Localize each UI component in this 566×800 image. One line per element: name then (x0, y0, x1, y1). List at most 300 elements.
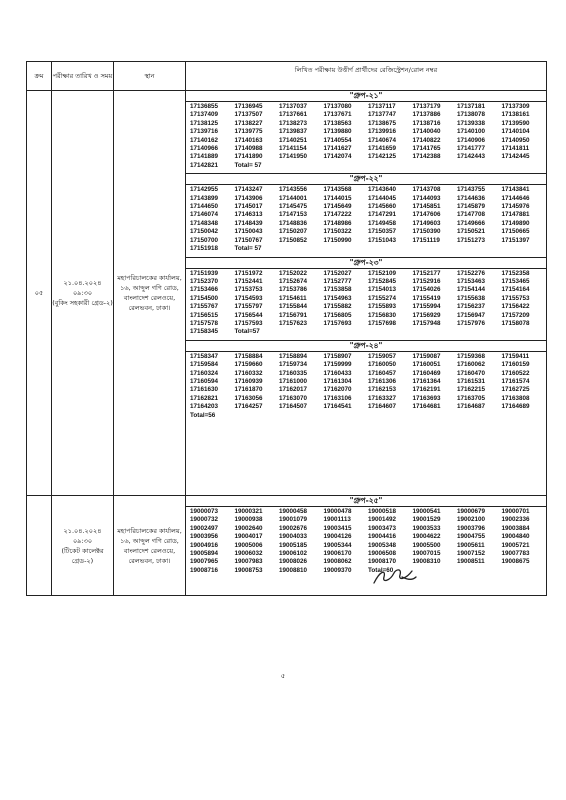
roll-number: 17162191 (412, 386, 441, 394)
roll-number: 17137117 (368, 103, 396, 110)
roll-number: 17140104 (501, 128, 530, 136)
roll-number: 17162725 (501, 386, 530, 394)
roll-number: 17153753 (234, 286, 263, 294)
roll-number: 17155638 (457, 294, 486, 302)
roll-number: 17164681 (412, 403, 441, 411)
group-block (186, 507, 546, 578)
header-reg: লিখিত পরীক্ষায় উত্তীর্ণ প্রার্থীদের রেজিস্ট্রেশন/রোল নম্বর (186, 62, 547, 91)
roll-number: 17137671 (323, 111, 352, 119)
group-block (186, 102, 546, 173)
roll-number: 17157593 (234, 319, 263, 327)
roll-number: 17138563 (323, 119, 352, 127)
roll-number: 17139916 (368, 128, 397, 136)
roll-number: 17141950 (279, 153, 308, 161)
roll-number: 17140251 (279, 136, 308, 144)
roll-number: 19000321 (234, 508, 263, 515)
roll-number: 17141627 (323, 145, 352, 153)
roll-number: 19008753 (234, 566, 263, 574)
roll-number: 17152022 (279, 269, 308, 277)
roll-number: 19007015 (412, 550, 441, 558)
roll-number: 19000701 (501, 508, 530, 515)
roll-number: 17145851 (412, 203, 441, 211)
roll-number: 17144001 (279, 194, 308, 202)
results-table (26, 61, 547, 596)
roll-number: 19008170 (368, 558, 397, 566)
roll-number: 17137409 (190, 111, 219, 119)
roll-number: 19005348 (368, 541, 397, 549)
roll-number: 17144646 (501, 194, 530, 202)
roll-number: 17153463 (457, 277, 486, 285)
roll-number: 19008310 (412, 558, 441, 566)
roll-number: 17149458 (368, 219, 397, 227)
roll-number: 17140906 (457, 136, 486, 144)
roll-number: 19000458 (279, 508, 308, 515)
roll-number: 19005185 (279, 541, 308, 549)
roll-number: 17149666 (457, 219, 486, 227)
roll-number: 17138125 (190, 119, 219, 127)
roll-number: 17160335 (279, 369, 308, 377)
roll-number: 17146313 (234, 211, 263, 219)
group-title: "গ্রুপ-২২" (186, 173, 546, 185)
roll-number: 17144636 (457, 194, 486, 202)
roll-number: 17158907 (323, 352, 352, 360)
roll-number: 17156515 (190, 311, 219, 319)
roll-number: 17163808 (501, 394, 530, 402)
roll-number: 17147291 (368, 211, 397, 219)
roll-number: 17150700 (190, 236, 219, 244)
roll-number: 17148986 (323, 219, 352, 227)
roll-number: 17142443 (457, 153, 486, 161)
roll-number: 17158345 (190, 328, 219, 336)
roll-number: 19002100 (457, 516, 486, 524)
roll-number: 17164687 (457, 403, 486, 411)
roll-number: 17136945 (234, 103, 263, 110)
roll-number: 17156929 (412, 311, 441, 319)
roll-number-grid (190, 353, 544, 420)
roll-number: 19004755 (457, 533, 486, 541)
roll-number: 17147708 (457, 211, 486, 219)
roll-number: 17164203 (190, 403, 219, 411)
roll-number: 17148439 (234, 219, 263, 227)
roll-number: 17162215 (457, 386, 486, 394)
roll-number-grid (190, 103, 544, 170)
roll-number: 17140040 (412, 128, 441, 136)
roll-number: 17160939 (234, 377, 263, 385)
roll-number: 17163106 (323, 394, 352, 402)
roll-number: 17145017 (234, 203, 263, 211)
roll-number: 17164689 (501, 403, 530, 411)
roll-number: 19005894 (190, 550, 219, 558)
roll-number: 19008675 (501, 558, 530, 566)
roll-number: 17138716 (412, 119, 441, 127)
place-text: মহাপরিচালকের কার্যালয়, ১৬, আব্দুল গণি রোড, বাংলাদেশ রেলওয়ে, রেলভবন, ঢাকা। (117, 274, 182, 312)
roll-number: 17152777 (323, 277, 352, 285)
roll-number: 17154500 (190, 294, 219, 302)
roll-number: 17160051 (412, 361, 441, 369)
roll-number: 17137661 (279, 111, 308, 119)
roll-number: 17160332 (234, 369, 263, 377)
roll-number: 17157578 (190, 319, 219, 327)
roll-number: 17143556 (279, 186, 308, 194)
roll-number: 17164541 (323, 403, 352, 411)
roll-number: 17161531 (457, 377, 486, 385)
roll-number: 17156830 (368, 311, 397, 319)
roll-number: 17143708 (412, 186, 441, 194)
roll-number: 17163693 (412, 394, 441, 402)
roll-number: 19002640 (234, 524, 263, 532)
roll-number: 17155767 (190, 303, 219, 311)
roll-number: 17139880 (323, 128, 352, 136)
roll-number: 19009370 (323, 566, 352, 574)
roll-number: 17163327 (368, 394, 397, 402)
roll-number: 17139775 (234, 128, 263, 136)
roll-number: 17145879 (457, 203, 486, 211)
roll-number-grid (190, 186, 544, 253)
roll-number: 19006170 (323, 550, 352, 558)
roll-number: 17161306 (368, 377, 397, 385)
exam-time: ০৯:৩০ (72, 289, 93, 297)
roll-number: 19007983 (234, 558, 263, 566)
roll-number: 17138675 (368, 119, 397, 127)
exam-date: ২১.০৪.২০২৪ (63, 526, 102, 535)
roll-number: 17152674 (279, 277, 308, 285)
roll-number: 17150042 (190, 228, 219, 236)
roll-number: 17157948 (412, 319, 441, 327)
roll-number: 17161000 (279, 377, 308, 385)
date-cell (52, 496, 114, 596)
roll-number: 17150990 (323, 236, 352, 244)
roll-number: 17151043 (368, 236, 397, 244)
roll-number: 17140988 (234, 145, 263, 153)
place-cell (114, 91, 186, 496)
roll-number: 17143841 (501, 186, 530, 194)
header-row (27, 62, 547, 91)
roll-number-grid (190, 270, 544, 337)
roll-number: 17147606 (412, 211, 441, 219)
roll-number: 17142388 (412, 153, 441, 161)
roll-number: 17160469 (412, 369, 441, 377)
roll-number: 17138078 (457, 111, 486, 119)
roll-number: 17156947 (457, 311, 486, 319)
roll-number: 19007965 (190, 558, 219, 566)
roll-number: 17150665 (501, 228, 530, 236)
header-date: পরীক্ষার তারিখ ও সময় (52, 62, 114, 91)
post-name: (টিকেট কালেক্টর গ্রেড-২) (61, 546, 104, 565)
roll-number: 17157623 (279, 319, 308, 327)
roll-number: 19003415 (323, 524, 352, 532)
roll-number: 17159584 (190, 361, 219, 369)
group-total: Total= 57 (234, 245, 262, 253)
roll-number: 17161574 (501, 377, 530, 385)
roll-number: 17154164 (501, 286, 530, 294)
roll-number: 17150357 (368, 228, 397, 236)
roll-number: 17143899 (190, 194, 219, 202)
roll-number: 17150852 (279, 236, 308, 244)
roll-number: 17154026 (412, 286, 441, 294)
roll-number: 17156791 (279, 311, 308, 319)
roll-number: 17164257 (234, 403, 263, 411)
roll-number: 17137886 (412, 111, 441, 119)
roll-number: 17142125 (368, 153, 397, 161)
roll-number: 17148836 (279, 219, 308, 227)
roll-number: 17147222 (323, 211, 352, 219)
roll-number: 17157698 (368, 319, 397, 327)
roll-number: 17161304 (323, 377, 352, 385)
roll-number: 17140554 (323, 136, 352, 144)
roll-number: 17151972 (234, 269, 263, 277)
roll-number: 19001529 (412, 516, 441, 524)
roll-number: 19004916 (190, 541, 219, 549)
roll-number: 19000518 (368, 508, 397, 515)
roll-number: 17155844 (279, 303, 308, 311)
roll-number: 17152276 (457, 269, 486, 277)
roll-number: 17164607 (368, 403, 397, 411)
roll-number: 17151918 (190, 245, 219, 253)
roll-number: 17138161 (501, 111, 530, 119)
group-title: "গ্রুপ-২৪" (186, 340, 546, 352)
roll-number: 19000478 (323, 508, 352, 515)
roll-number: 17161364 (412, 377, 441, 385)
roll-number: 17153466 (190, 286, 219, 294)
roll-number: 17163705 (457, 394, 486, 402)
roll-number: 19007783 (501, 550, 530, 558)
roll-number: 17150390 (412, 228, 441, 236)
roll-number: 17159368 (457, 352, 486, 360)
roll-number: 19005006 (234, 541, 263, 549)
roll-number: 17141889 (190, 153, 219, 161)
roll-number: 17155753 (501, 294, 530, 302)
roll-number: 17145660 (368, 203, 397, 211)
roll-number: 17145649 (323, 203, 352, 211)
roll-number: 17158884 (234, 352, 263, 360)
roll-number: 19000541 (412, 508, 441, 515)
roll-number: 17140100 (457, 128, 486, 136)
roll-number: 17148348 (190, 219, 219, 227)
roll-number: 17153858 (323, 286, 352, 294)
roll-number: 19001492 (368, 516, 397, 524)
roll-number: 17156805 (323, 311, 352, 319)
roll-number: 19003533 (412, 524, 441, 532)
roll-number: 17150521 (457, 228, 486, 236)
roll-number: 17162017 (279, 386, 308, 394)
roll-number: 17140822 (412, 136, 441, 144)
roll-number: 17140163 (234, 136, 263, 144)
roll-number: 19008716 (190, 566, 219, 574)
roll-number: 17159734 (279, 361, 308, 369)
roll-number: 19004126 (323, 533, 352, 541)
group-title: "গ্রুপ-২৩" (186, 257, 546, 269)
roll-number: 17139338 (457, 119, 486, 127)
roll-number: 17150322 (323, 228, 352, 236)
roll-number: 17138273 (279, 119, 308, 127)
roll-number: 19005344 (323, 541, 352, 549)
group-title: "গ্রুপ-২১" (186, 91, 546, 102)
roll-number: 19003884 (501, 524, 530, 532)
roll-number: 19002676 (279, 524, 308, 532)
roll-number: 17160433 (323, 369, 352, 377)
roll-number: 17151939 (190, 269, 219, 277)
serial-cell (27, 91, 52, 496)
roll-number: 17144045 (368, 194, 397, 202)
roll-number: 17160594 (190, 377, 219, 385)
roll-number: 17137179 (412, 103, 441, 110)
roll-number: 17145475 (279, 203, 308, 211)
groups-cell (186, 496, 547, 596)
post-name: (বুকিং সহকারী গ্রেড-২) (52, 299, 113, 307)
roll-number: 19004840 (501, 533, 530, 541)
roll-number: 19004416 (368, 533, 397, 541)
group-block (186, 352, 546, 423)
roll-number: 17142821 (190, 161, 219, 169)
roll-number: 19000679 (457, 508, 486, 515)
groups-cell (186, 91, 547, 496)
serial-cell (27, 496, 52, 596)
roll-number: 17137309 (501, 103, 530, 110)
roll-number: 17155882 (323, 303, 352, 311)
roll-number: 17141765 (412, 145, 441, 153)
roll-number: 17150767 (234, 236, 263, 244)
roll-number: 19003473 (368, 524, 397, 532)
roll-number: 17152177 (412, 269, 441, 277)
roll-number: 17163056 (234, 394, 263, 402)
roll-number: 17163070 (279, 394, 308, 402)
roll-number: 17140966 (190, 145, 219, 153)
roll-number: 17156237 (457, 303, 486, 311)
group-total: Total= 57 (234, 161, 262, 169)
roll-number: 17162153 (368, 386, 397, 394)
roll-number: 17139716 (190, 128, 219, 136)
roll-number: 17154013 (368, 286, 397, 294)
roll-number: 19008026 (279, 558, 308, 566)
roll-number: 17153465 (501, 277, 530, 285)
roll-number: 17139590 (501, 119, 530, 127)
roll-number: 17152109 (368, 269, 397, 277)
roll-number: 17158347 (190, 352, 219, 360)
roll-number: 17162070 (323, 386, 352, 394)
roll-number: 19008810 (279, 566, 308, 574)
roll-number: 17157209 (501, 311, 530, 319)
roll-number: 17159660 (234, 361, 263, 369)
roll-number: 17160522 (501, 369, 530, 377)
roll-number: 17155797 (234, 303, 263, 311)
group-title: "গ্রুপ-২৫" (186, 496, 546, 507)
roll-number: 17161870 (234, 386, 263, 394)
roll-number: 17149603 (412, 219, 441, 227)
roll-number: 19003956 (190, 533, 219, 541)
roll-number: 17142955 (190, 186, 219, 194)
group-block (186, 185, 546, 256)
roll-number: 19004017 (234, 533, 263, 541)
roll-number: 17155994 (412, 303, 441, 311)
signature-mark (372, 565, 418, 587)
roll-number: 17151273 (457, 236, 486, 244)
roll-number: 19000938 (234, 516, 263, 524)
roll-number: 17146074 (190, 211, 219, 219)
roll-number: 19008511 (457, 558, 485, 566)
roll-number: 17153786 (279, 286, 308, 294)
roll-number: 17160062 (457, 361, 486, 369)
group-total: Total=56 (190, 411, 216, 419)
roll-number: 17150207 (279, 228, 308, 236)
roll-number: 17144015 (323, 194, 352, 202)
roll-number: 19005500 (412, 541, 441, 549)
roll-number: 19000732 (190, 516, 219, 524)
roll-number: 19004033 (279, 533, 308, 541)
roll-number: 17164507 (279, 403, 308, 411)
place-cell (114, 496, 186, 596)
roll-number: 17161630 (190, 386, 219, 394)
roll-number: 17154144 (457, 286, 486, 294)
roll-number: 17141154 (279, 145, 307, 153)
roll-number: 19006508 (368, 550, 397, 558)
roll-number: 17152370 (190, 277, 219, 285)
roll-number: 17152916 (412, 277, 441, 285)
roll-number: 17155893 (368, 303, 397, 311)
exam-date: ২১.০৪.২০২৪ (63, 279, 102, 287)
roll-number-grid (190, 508, 544, 575)
roll-number: 17157976 (457, 319, 486, 327)
roll-number: 17152845 (368, 277, 397, 285)
roll-number: 17151119 (412, 236, 440, 244)
roll-number: 17137181 (457, 103, 486, 110)
roll-number: 17137747 (368, 111, 397, 119)
roll-number: 17160159 (501, 361, 530, 369)
section-row (27, 496, 547, 596)
roll-number: 19008062 (323, 558, 352, 566)
roll-number: 17147153 (279, 211, 308, 219)
roll-number: 17140162 (190, 136, 219, 144)
roll-number: 17149890 (501, 219, 530, 227)
roll-number: 17156422 (501, 303, 530, 311)
roll-number: 17141890 (234, 153, 263, 161)
group-total: Total=60 (368, 566, 394, 574)
roll-number: 17151397 (501, 236, 530, 244)
header-place: স্থান (114, 62, 186, 91)
exam-time: ০৯:৩০ (72, 536, 93, 545)
roll-number: 17136855 (190, 103, 219, 110)
roll-number: 17143906 (234, 194, 263, 202)
roll-number: 17144650 (190, 203, 219, 211)
roll-number: 19005721 (501, 541, 530, 549)
roll-number: 17159411 (501, 352, 530, 360)
roll-number: 17143755 (457, 186, 486, 194)
roll-number: 17137507 (234, 111, 263, 119)
roll-number: 17160457 (368, 369, 397, 377)
roll-number: 17145976 (501, 203, 530, 211)
roll-number: 19004622 (412, 533, 441, 541)
roll-number: 19002336 (501, 516, 530, 524)
roll-number: 17158078 (501, 319, 530, 327)
group-total: Total=57 (234, 328, 260, 336)
roll-number: 17154963 (323, 294, 352, 302)
roll-number: 17138227 (234, 119, 263, 127)
roll-number: 17144093 (412, 194, 441, 202)
roll-number: 17137080 (323, 103, 352, 110)
roll-number: 19006032 (234, 550, 263, 558)
roll-number: 17141777 (457, 145, 486, 153)
roll-number: 17143640 (368, 186, 397, 194)
place-text: মহাপরিচালকের কার্যালয়, ১৬, আব্দুল গণি রোড, বাংলাদেশ রেলওয়ে, রেলভবন, ঢাকা। (117, 526, 182, 565)
roll-number: 17160470 (457, 369, 486, 377)
roll-number: 19006102 (279, 550, 308, 558)
serial-number: ০৫ (34, 289, 44, 297)
roll-number: 17143568 (323, 186, 352, 194)
roll-number: 17159087 (412, 352, 441, 360)
roll-number: 17143247 (234, 186, 263, 194)
roll-number: 17155419 (412, 294, 441, 302)
roll-number: 17150043 (234, 228, 263, 236)
roll-number: 17142074 (323, 153, 352, 161)
